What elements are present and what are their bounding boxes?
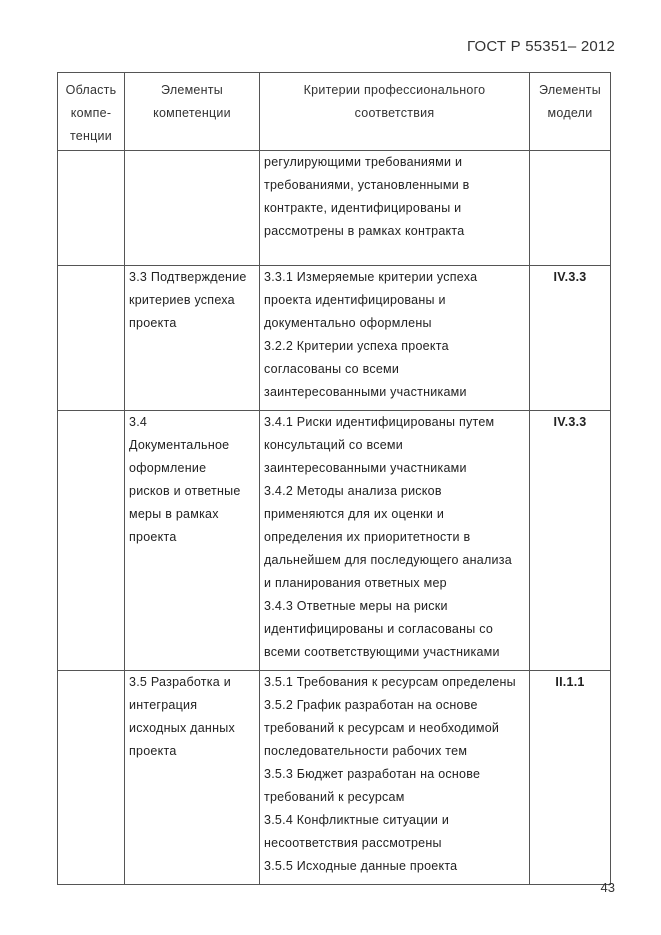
model-cell: IV.3.3 [530,266,611,411]
table-header-row [58,73,611,151]
header-area [58,73,125,151]
text-line: компетенции [153,106,231,120]
text-line: модели [547,106,593,120]
text-line: требованиями, установленными в [264,178,470,192]
area-cell [58,671,125,885]
text-line: требований к ресурсам и необходимой [264,721,500,735]
text-line: соответствия [354,106,435,120]
text-line: дальнейшем для последующего анализа [264,553,512,567]
text-line: Область [65,83,117,97]
text-line: 3.4.2 Методы анализа рисков [264,484,442,498]
text-line: документально оформлены [264,316,432,330]
table-row [58,151,611,266]
text-line: идентифицированы и согласованы со [264,622,494,636]
text-line: консультаций со всеми [264,438,403,452]
text-line: контракте, идентифицированы и [264,201,462,215]
text-line: Документальное [129,438,230,452]
text-line: применяются для их оценки и [264,507,445,521]
document-code: ГОСТ Р 55351– 2012 [467,38,615,55]
text-line: определения их приоритетности в [264,530,471,544]
area-cell [58,266,125,411]
table-row [58,411,611,671]
competence-table [57,72,611,885]
model-cell [530,151,611,266]
criteria-cell [260,151,530,266]
text-line: проекта [129,316,177,330]
criteria-cell [260,671,530,885]
text-line: заинтересованными участниками [264,461,467,475]
text-line: 3.2.2 Критерии успеха проекта [264,339,449,353]
text-line: 3.5.5 Исходные данные проекта [264,859,458,873]
text-line: компе- [70,106,112,120]
text-line: 3.5.3 Бюджет разработан на основе [264,767,481,781]
model-cell: II.1.1 [530,671,611,885]
element-cell [125,671,260,885]
text-line: меры в рамках [129,507,219,521]
text-line: и планирования ответных мер [264,576,447,590]
text-line: согласованы со всеми [264,362,400,376]
header-model [530,73,611,151]
page-number: 43 [600,880,615,895]
area-cell [58,151,125,266]
model-cell: IV.3.3 [530,411,611,671]
element-cell [125,411,260,671]
table-row [58,266,611,411]
text-line: 3.4 [129,415,148,429]
text-line: заинтересованными участниками [264,385,467,399]
text-line: 3.3 Подтверждение [129,270,247,284]
text-line: Элементы [161,83,223,97]
text-line: проекта [129,744,177,758]
text-line: Критерии профессионального [303,83,486,97]
text-line: регулирующими требованиями и [264,155,463,169]
text-line: 3.4.1 Риски идентифицированы путем [264,415,495,429]
text-line: исходных данных [129,721,235,735]
text-line: 3.4.3 Ответные меры на риски [264,599,448,613]
text-line: интеграция [129,698,198,712]
text-line: оформление [129,461,207,475]
text-line: рисков и ответные [129,484,241,498]
text-line: 3.5.2 График разработан на основе [264,698,478,712]
text-line: критериев успеха [129,293,235,307]
header-elements [125,73,260,151]
table-row [58,671,611,885]
text-line: проекта [129,530,177,544]
text-line: Элементы [539,83,601,97]
text-line: требований к ресурсам [264,790,405,804]
element-cell [125,266,260,411]
text-line: всеми соответствующими участниками [264,645,500,659]
area-cell [58,411,125,671]
text-line: 3.5.4 Конфликтные ситуации и [264,813,450,827]
text-line: несоответствия рассмотрены [264,836,442,850]
element-cell [125,151,260,266]
text-line: рассмотрены в рамках контракта [264,224,465,238]
text-line: последовательности рабочих тем [264,744,468,758]
header-criteria [260,73,530,151]
criteria-cell [260,266,530,411]
text-line: 3.3.1 Измеряемые критерии успеха [264,270,478,284]
text-line: тенции [69,129,113,143]
text-line: 3.5.1 Требования к ресурсам определены [264,675,516,689]
text-line: проекта идентифицированы и [264,293,446,307]
text-line: 3.5 Разработка и [129,675,231,689]
criteria-cell [260,411,530,671]
